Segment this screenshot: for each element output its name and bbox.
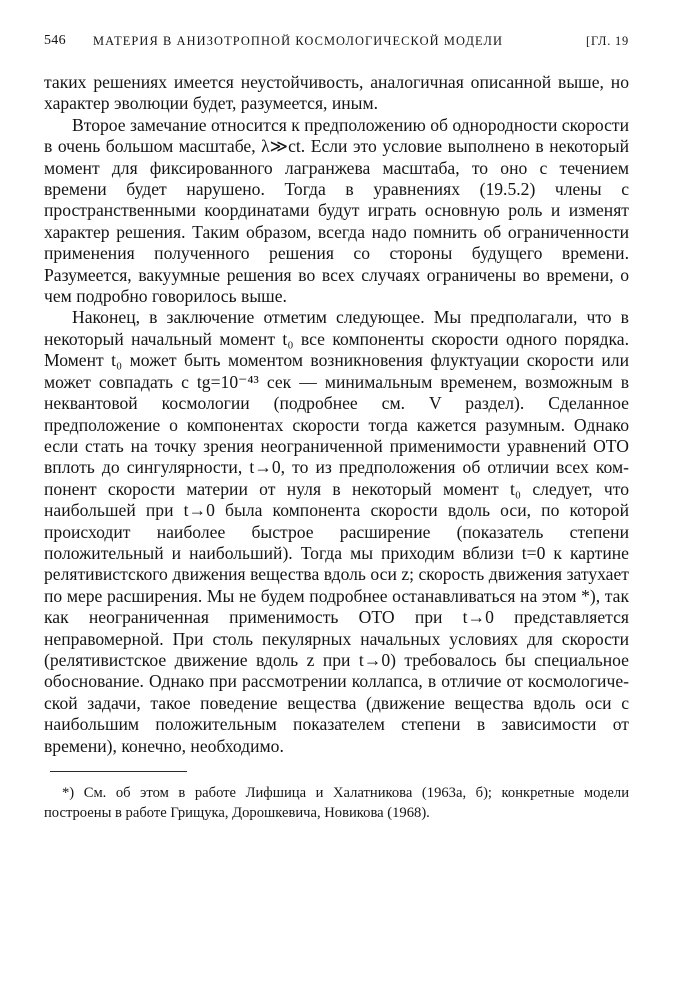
- running-title: МАТЕРИЯ В АНИЗОТРОПНОЙ КОСМОЛОГИЧЕСКОЙ МОДЕЛИ: [93, 34, 504, 48]
- paragraph-continuation: таких решениях имеется неустойчивость, аналогичная описанной выше, но характер эволюции будет, разумеется, иным.: [44, 72, 629, 114]
- footnote-text: *) См. об этом в работе Лифшица и Халатникова (1963а, б); конкретные модели построены в работе Грищука, Дорошкевича, Новикова (1968).: [44, 785, 629, 821]
- page-header: [44, 33, 629, 55]
- paragraph-second-remark: Второе замечание относится к предположению об однородности скорости в очень большом масштабе, λ≫ct. Если это условие выполнено в некоторый момент для фиксированного лагранжева масштаба, то оно с течением времени будет нарушено. Тогда в уравнениях (19.5.2) члены с пространственными координатами будут играть основную роль и изменят характер решения. Таким образом, всегда надо помнить об ограниченности применения полученного решения со стороны будущего времени. Разумеется, вакуумные решения во всех случаях ограничены во времени, о чем подробно говорилось выше.: [44, 114, 630, 307]
- page-number: 546: [44, 33, 66, 48]
- chapter-marker: [ГЛ. 19: [586, 34, 629, 48]
- paragraph-conclusion: Наконец, в заключение отметим следующее. Мы предполагали, что в некоторый начальный момент t₀ все компоненты скорости одного порядка. Момент t₀ может быть моментом возникновения флуктуации скорости или может совпадать с tg=10⁻⁴³ сек — минимальным временем, возможным в неквантовой космологии (подробнее см. V раздел). Сделанное предположение о компонентах скорости тогда кажется разумным. Однако если стать на точку зрения неограниченной применимости уравнений ОТО вплоть до сингулярности, t→0, то из предположения об отличии всех компонент скорости материи от нуля в некоторый момент t₀ следует, что наибольшей при t→0 была компонента скорости вдоль оси, по которой происходит наиболее быстрое расширение (показатель степени положительный и наибольший). Тогда мы приходим вблизи t=0 к картине релятивистского движения вещества вдоль оси z; скорость движения затухает по мере расширения. Мы не будем подробнее останавливаться на этом *), так как неограниченная применимость ОТО при t→0 представляется неправомерной. При столь пекулярных начальных условиях для скорости (релятивистское движение вдоль z при t→0) требовалось бы специальное обоснование. Однако при рассмотрении коллапса, в отличие от космологической задачи, такое поведение вещества (движение вещества вдоль оси с наибольшим положительным показателем степени в зависимости от времени), конечно, необходимо.: [44, 307, 629, 756]
- footnote-divider: [50, 771, 187, 772]
- footnote: [44, 783, 629, 823]
- body-text: [44, 72, 629, 757]
